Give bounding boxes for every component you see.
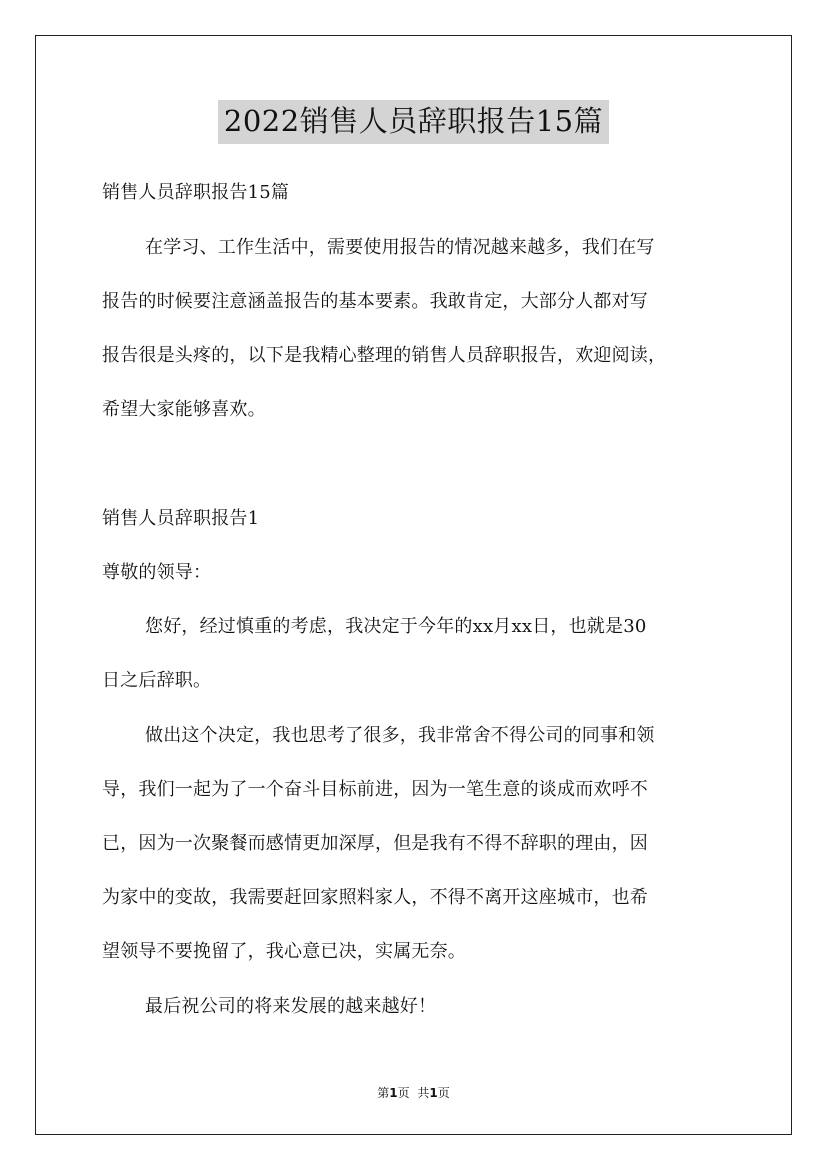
section-heading: 销售人员辞职报告1 xyxy=(102,508,260,529)
page-number: 1 xyxy=(389,1086,398,1100)
paragraph-line: 您好，经过慎重的考虑，我决定于今年的xx月xx日，也就是30 xyxy=(145,616,647,637)
paragraph-line: 导，我们一起为了一个奋斗目标前进，因为一笔生意的谈成而欢呼不 xyxy=(102,779,648,800)
paragraph-line: 为家中的变故，我需要赶回家照料家人，不得不离开这座城市，也希 xyxy=(102,887,648,908)
paragraph-line: 在学习、工作生活中，需要使用报告的情况越来越多，我们在写 xyxy=(145,237,655,258)
paragraph-line: 日之后辞职。 xyxy=(102,670,212,691)
salutation: 尊敬的领导： xyxy=(102,562,212,583)
paragraph-line: 报告的时候要注意涵盖报告的基本要素。我敢肯定，大部分人都对写 xyxy=(102,291,648,312)
paragraph-line: 做出这个决定，我也思考了很多，我非常舍不得公司的同事和领 xyxy=(145,725,655,746)
paragraph-line: 希望大家能够喜欢。 xyxy=(102,399,266,420)
paragraph-line: 望领导不要挽留了，我心意已决，实属无奈。 xyxy=(102,941,466,962)
document-title: 2022销售人员辞职报告15篇 xyxy=(218,100,609,144)
page-footer xyxy=(0,1084,827,1101)
closing-line: 最后祝公司的将来发展的越来越好！ xyxy=(145,996,437,1017)
total-suffix: 页 xyxy=(437,1086,450,1100)
total-prefix: 共 xyxy=(417,1086,430,1100)
title-container xyxy=(0,100,827,144)
paragraph-line: 报告很是头疼的，以下是我精心整理的销售人员辞职报告，欢迎阅读， xyxy=(102,345,667,366)
page-suffix: 页 xyxy=(397,1086,410,1100)
page-prefix: 第 xyxy=(377,1086,390,1100)
paragraph-line: 已，因为一次聚餐而感情更加深厚，但是我有不得不辞职的理由，因 xyxy=(102,833,648,854)
total-pages: 1 xyxy=(429,1086,438,1100)
intro-heading: 销售人员辞职报告15篇 xyxy=(102,182,290,203)
